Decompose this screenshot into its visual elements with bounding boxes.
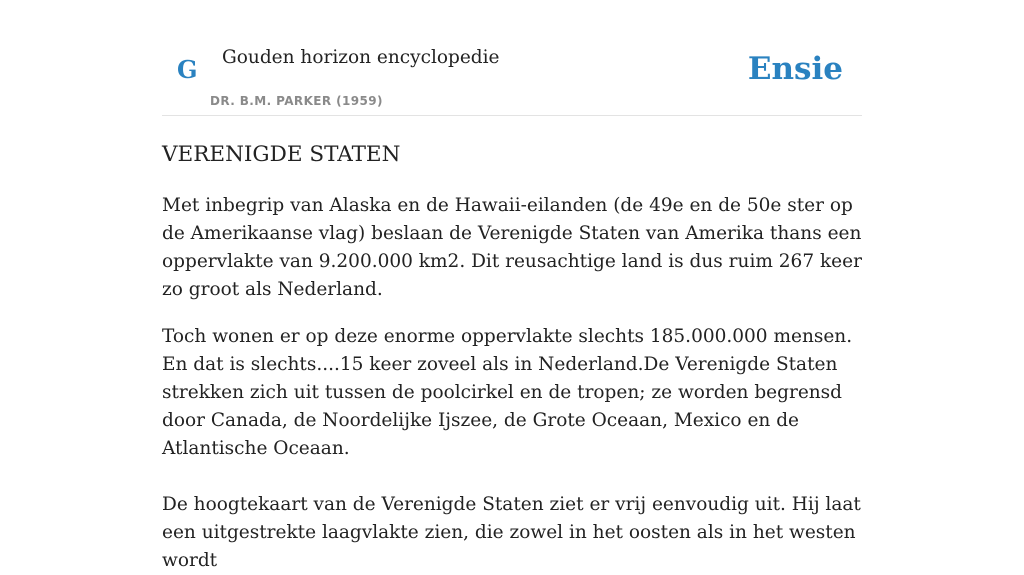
article-paragraph: Met inbegrip van Alaska en de Hawaii-eilanden (de 49e en de 50e ster op de Amerikaanse vlag) beslaan de Verenigde Staten van Amerika thans een oppervlakte van 9.200.000 km2. Dit reusachtige land is dus ruim 267 keer zo groot als Nederland.: [162, 195, 862, 300]
book-title[interactable]: Gouden horizon encyclopedie: [222, 47, 500, 68]
book-logo-letter[interactable]: G: [177, 55, 198, 84]
article-title: VERENIGDE STATEN: [162, 142, 401, 167]
article: [162, 140, 862, 575]
book-author: DR. B.M. PARKER (1959): [210, 94, 383, 108]
ensie-logo[interactable]: Ensie: [747, 51, 843, 87]
book-header: [162, 0, 862, 116]
article-paragraph: De hoogtekaart van de Verenigde Staten ziet er vrij eenvoudig uit. Hij laat een uitgestrekte laagvlakte zien, die zowel in het oosten als in het westen wordt: [162, 494, 861, 571]
article-paragraph: Toch wonen er op deze enorme oppervlakte slechts 185.000.000 mensen. En dat is slechts....15 keer zoveel als in Nederland.De Verenigde Staten strekken zich uit tussen de poolcirkel en de tropen; ze worden begrensd door Canada, de Noordelijke Ijszee, de Grote Oceaan, Mexico en de Atlantische Oceaan.: [162, 326, 853, 459]
